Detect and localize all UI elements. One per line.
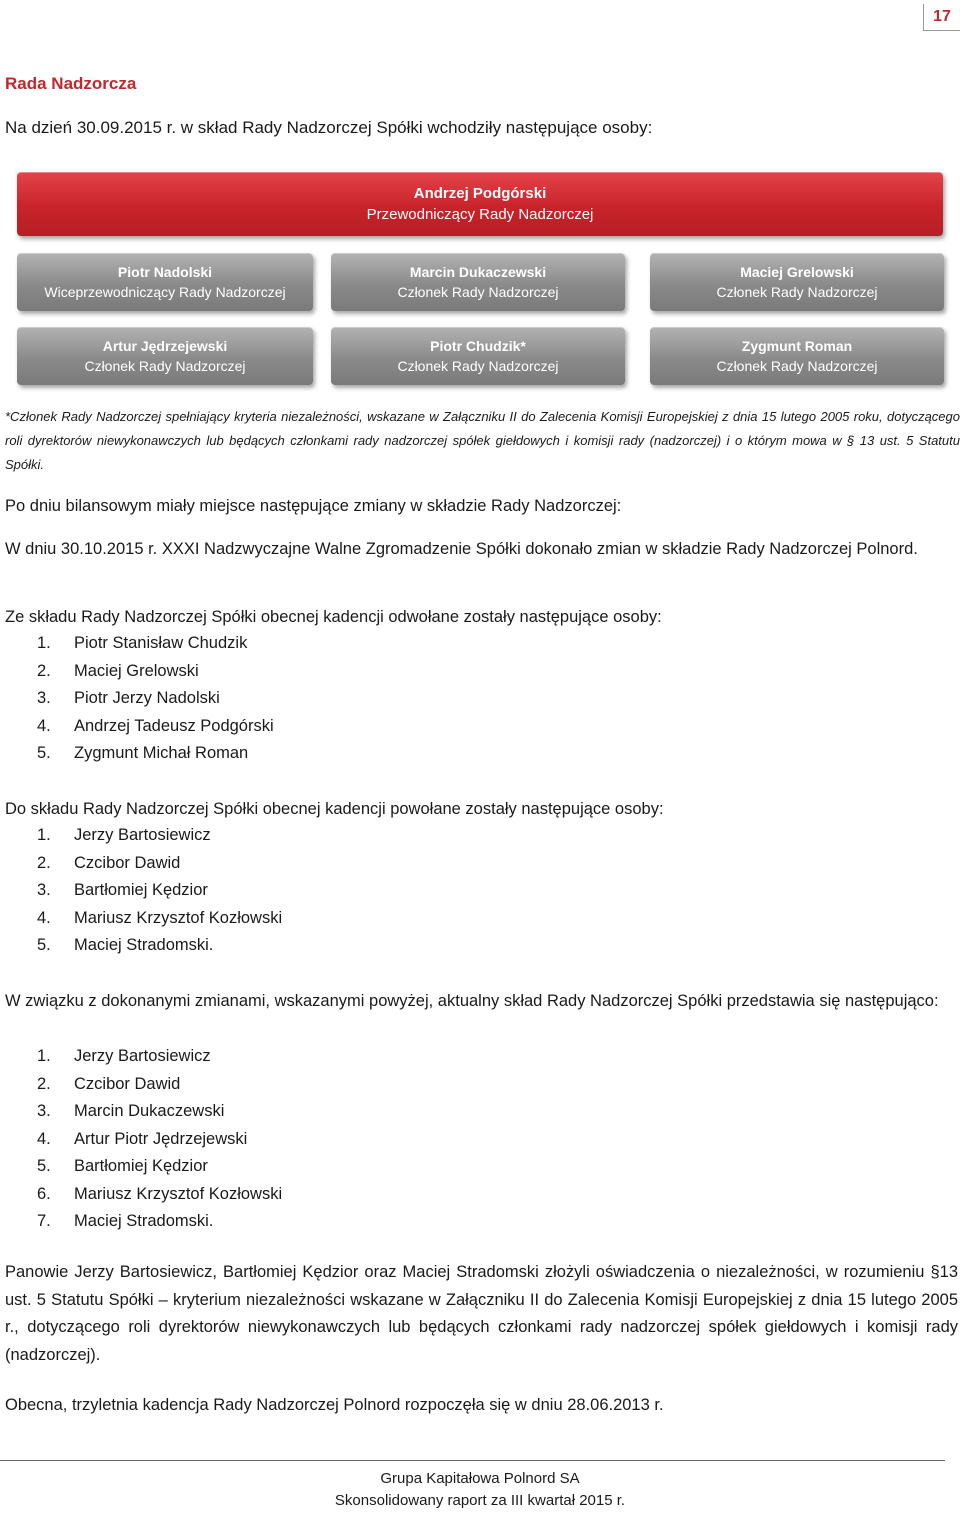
list-item: 3. Bartłomiej Kędzior	[37, 881, 208, 899]
paragraph-removed: Ze składu Rady Nadzorczej Spółki obecnej kadencji odwołane zostały następujące osoby:	[5, 608, 662, 626]
page-number: 17	[923, 4, 960, 31]
org-name: Artur Jędrzejewski	[102, 338, 228, 354]
footer-divider	[0, 1460, 945, 1461]
list-item: 4. Artur Piotr Jędrzejewski	[37, 1129, 248, 1148]
org-role: Członek Rady Nadzorczej	[397, 358, 559, 374]
removed-list	[37, 630, 274, 768]
list-item: 5. Zygmunt Michał Roman	[37, 744, 249, 762]
footer-company: Grupa Kapitałowa Polnord SA	[380, 1470, 580, 1487]
list-item: 3. Piotr Jerzy Nadolski	[37, 689, 220, 707]
org-box-member	[650, 327, 944, 385]
intro-text: Na dzień 30.09.2015 r. w skład Rady Nadzorczej Spółki wchodziły następujące osoby:	[5, 118, 653, 137]
current-list	[37, 1043, 282, 1236]
paragraph-appointed: Do składu Rady Nadzorczej Spółki obecnej kadencji powołane zostały następujące osoby:	[5, 800, 664, 818]
list-item: 2. Maciej Grelowski	[37, 661, 199, 680]
org-role: Przewodniczący Rady Nadzorczej	[366, 206, 594, 223]
org-role: Członek Rady Nadzorczej	[84, 358, 246, 374]
org-box-chair	[17, 172, 943, 236]
org-role: Wiceprzewodniczący Rady Nadzorczej	[44, 284, 286, 300]
org-box-member	[650, 253, 944, 311]
list-item: 5. Maciej Stradomski.	[37, 936, 214, 954]
section-title: Rada Nadzorcza	[5, 74, 137, 93]
footer-report: Skonsolidowany raport za III kwartał 2015 r.	[334, 1492, 626, 1509]
list-item: 4. Mariusz Krzysztof Kozłowski	[37, 908, 283, 927]
org-role: Członek Rady Nadzorczej	[716, 358, 878, 374]
paragraph-term: Obecna, trzyletnia kadencja Rady Nadzorczej Polnord rozpoczęła się w dniu 28.06.2013 r.	[5, 1396, 664, 1414]
list-item: 1. Jerzy Bartosiewicz	[37, 1047, 211, 1065]
independence-footnote: *Członek Rady Nadzorczej spełniający kryteria niezależności, wskazane w Załączniku II do Zalecenia Komisji Europejskiej z dnia 15 lutego 2005 roku, dotyczącego roli dyrektorów niewykonawczych lub będących członkami rady nadzorczej spółek giełdowych i komisji rady (nadzorczej) i o którym mowa w § 13 ust. 5 Statutu Spółki.	[5, 409, 960, 472]
list-item: 1. Piotr Stanisław Chudzik	[37, 634, 248, 652]
org-role: Członek Rady Nadzorczej	[716, 284, 878, 300]
list-item: 2. Czcibor Dawid	[37, 853, 181, 872]
org-box-member	[17, 253, 313, 311]
list-item: 3. Marcin Dukaczewski	[37, 1102, 225, 1120]
list-item: 4. Andrzej Tadeusz Podgórski	[37, 716, 274, 735]
org-name: Marcin Dukaczewski	[409, 264, 547, 280]
list-item: 7. Maciej Stradomski.	[37, 1212, 214, 1230]
org-name: Maciej Grelowski	[740, 264, 854, 280]
org-box-member	[17, 327, 313, 385]
list-item: 5. Bartłomiej Kędzior	[37, 1157, 208, 1175]
list-item: 1. Jerzy Bartosiewicz	[37, 826, 211, 844]
org-name: Piotr Chudzik*	[430, 338, 526, 354]
org-name: Zygmunt Roman	[741, 338, 853, 354]
paragraph-changes: Po dniu bilansowym miały miejsce następujące zmiany w składzie Rady Nadzorczej:	[5, 497, 622, 515]
org-role: Członek Rady Nadzorczej	[397, 284, 559, 300]
org-box-member	[331, 327, 625, 385]
paragraph-date: W dniu 30.10.2015 r. XXXI Nadzwyczajne Walne Zgromadzenie Spółki dokonało zmian w składzie Rady Nadzorczej Polnord.	[5, 540, 918, 558]
org-box-member	[331, 253, 625, 311]
paragraph-current: W związku z dokonanymi zmianami, wskazanymi powyżej, aktualny skład Rady Nadzorczej Spółki przedstawia się następująco:	[5, 992, 939, 1010]
appointed-list	[37, 822, 282, 960]
list-item: 2. Czcibor Dawid	[37, 1074, 181, 1093]
org-name: Piotr Nadolski	[117, 264, 213, 280]
list-item: 6. Mariusz Krzysztof Kozłowski	[37, 1184, 283, 1203]
org-name: Andrzej Podgórski	[413, 185, 547, 202]
paragraph-independence: Panowie Jerzy Bartosiewicz, Bartłomiej Kędzior oraz Maciej Stradomski złożyli oświadczenia o niezależności, w rozumieniu §13 ust. 5 Statutu Spółki – kryterium niezależności wskazane w Załączniku II do Zalecenia Komisji Europejskiej z dnia 15 lutego 2005 r., dotyczącego roli dyrektorów niewykonawczych lub będących członkami rady nadzorczej spółek giełdowych i komisji rady (nadzorczej).	[5, 1263, 958, 1364]
